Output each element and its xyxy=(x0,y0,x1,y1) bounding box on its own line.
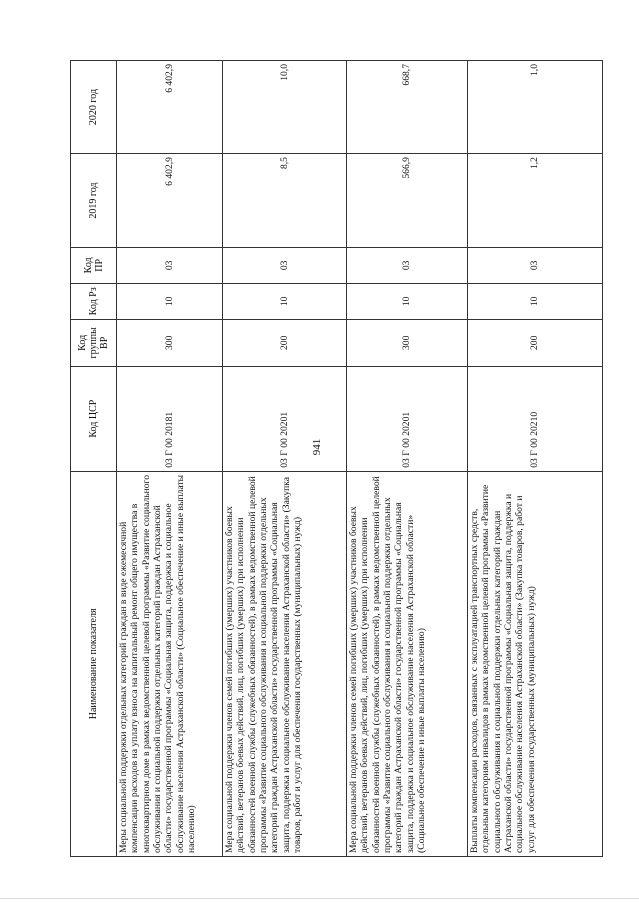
budget-table xyxy=(70,60,603,857)
row-vr: 300 xyxy=(347,320,468,366)
row-vr: 200 xyxy=(223,320,347,366)
row-csr: 03 Г 00 20201 xyxy=(347,366,468,471)
table-row xyxy=(468,61,603,857)
table-row xyxy=(347,61,468,857)
row-2020: 1,0 xyxy=(468,61,603,154)
row-2020: 6 402,9 xyxy=(117,61,223,154)
table-header-row xyxy=(71,61,117,857)
row-pr: 03 xyxy=(223,248,347,283)
header-2020: 2020 год xyxy=(71,61,117,154)
row-name: Меры социальной поддержки отдельных категорий граждан в виде ежемесячной компенсации расходов на уплату взноса на капитальный ремонт общего имущества в многоквартирном доме в рамках ведомственной целевой программы «Развитие социального обслуживания и социальной поддержки отдельных категорий граждан Астраханской области» государственной программы «Социальная защита, поддержка и социальное обслуживание населения Астраханской области» (Социальное обеспечение и иные выплаты населению) xyxy=(117,471,223,856)
table-row xyxy=(117,61,223,857)
row-csr: 03 Г 00 20201 xyxy=(223,366,347,471)
row-name: Мера социальной поддержки членов семей погибших (умерших) участников боевых действий, ветеранов боевых действий, лиц, погибших (умерших) при исполнении обязанностей военной службы (служебных обязанностей), в рамках ведомственной целевой программы «Развитие социального обслуживания и социальной поддержки отдельных категорий граждан Астраханской области» государственной программы «Социальная защита, поддержка и социальное обслуживание населения Астраханской области» (Социальное обеспечение и иные выплаты населению) xyxy=(347,471,468,856)
page-bottom-edge xyxy=(0,898,639,899)
row-pr: 03 xyxy=(468,248,603,283)
row-pr: 03 xyxy=(347,248,468,283)
table-row xyxy=(223,61,347,857)
header-2019: 2019 год xyxy=(71,154,117,248)
row-csr: 03 Г 00 20210 xyxy=(468,366,603,471)
row-vr: 200 xyxy=(468,320,603,366)
row-2019: 6 402,9 xyxy=(117,154,223,248)
row-2019: 566,9 xyxy=(347,154,468,248)
row-rz: 10 xyxy=(468,283,603,320)
header-rz: Код Рз xyxy=(71,283,117,320)
row-pr: 03 xyxy=(117,248,223,283)
header-vr: Код группы ВР xyxy=(71,320,117,366)
row-name: Выплаты компенсации расходов, связанных с эксплуатацией транспортных средств, отдельным категориям инвалидов в рамках ведомственной целевой программы «Развитие социального обслуживания и социальной поддержки отдельных категорий граждан Астраханской области» государственной программы «Социальная защита, поддержка и социальное обслуживание населения Астраханской области» (Закупка товаров, работ и услуг для обеспечения государственных (муниципальных) нужд) xyxy=(468,471,603,856)
row-rz: 10 xyxy=(347,283,468,320)
row-vr: 300 xyxy=(117,320,223,366)
row-rz: 10 xyxy=(117,283,223,320)
row-2019: 8,5 xyxy=(223,154,347,248)
row-2020: 10,0 xyxy=(223,61,347,154)
row-rz: 10 xyxy=(223,283,347,320)
row-csr: 03 Г 00 20181 xyxy=(117,366,223,471)
header-name: Наименование показателя xyxy=(71,471,117,856)
row-2019: 1,2 xyxy=(468,154,603,248)
row-2020: 668,7 xyxy=(347,61,468,154)
row-name: Мера социальной поддержки членов семей погибших (умерших) участников боевых действий, ветеранов боевых действий, лиц, погибших (умерших) при исполнении обязанностей военной службы (служебных обязанностей), в рамках ведомственной целевой программы «Развитие социального обслуживания и социальной поддержки отдельных категорий граждан Астраханской области» государственной программы «Социальная защита, поддержка и социальное обслуживание населения Астраханской области» (Закупка товаров, работ и услуг для обеспечения государственных (муниципальных) нужд) xyxy=(223,471,347,856)
header-csr: Код ЦСР xyxy=(71,366,117,471)
header-pr: Код ПР xyxy=(71,248,117,283)
budget-table-frame xyxy=(70,60,602,857)
page-number: 941 xyxy=(311,438,323,456)
